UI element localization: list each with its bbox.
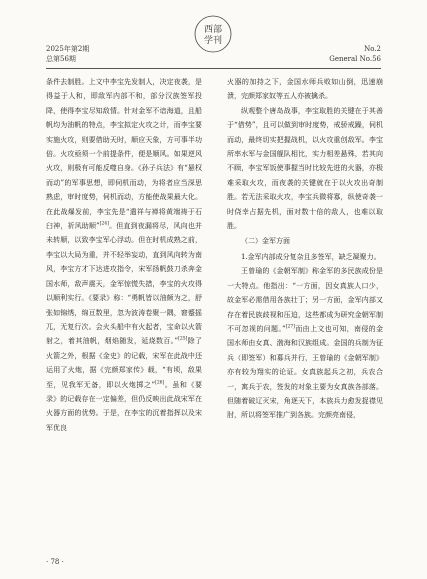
general-number-en: General No.56 bbox=[329, 55, 381, 63]
body-paragraph: 火器的加持之下，金国水师兵败如山倒，迅速崩溃，完颜郑家奴等五人亦被擒杀。 bbox=[227, 78, 383, 101]
citation-26: [26] bbox=[155, 380, 165, 386]
journal-logo bbox=[193, 14, 233, 54]
citation-25: [25] bbox=[178, 336, 188, 342]
left-text-column bbox=[46, 75, 202, 535]
issue-number-en: No.2 bbox=[364, 45, 381, 53]
body-paragraph: 王曾瑜的《金朝军制》称金军的多民族成份是一大特点。他指出：“一方面，因女真族人口少，故金军必需借用各族壮丁；另一方面，金军内部又存在着民族歧视和压迫，这些都成为研究金朝军制不可忽视的问题。”[27]而由上文也可知，南侵的金国水师由女真、渤海和汉族组成。金国的兵制为征兵（即签军）和募兵并行，王曾瑜的《金朝军制》亦有较为翔实的论证。女真族起兵之初，兵农合一，寓兵于农，签发的对象主要为女真族各部落。但随着破辽灭宋，角逐天下，本族兵力愈发捉襟见肘，所以将签军推广到各族。完颜亮南侵， bbox=[227, 267, 383, 420]
body-paragraph: 条件去制胜。上文中李宝先发制人，决定夜袭，是得益于人和，即敌军内部不和，部分汉族签军投降，使得李宝尽知敌情。针对金军不谙海道，且船帆均为油帆的特点，李宝拟定火攻之计，而李宝要实施火攻，则要借助天时，顺应天象，方可事半功倍。火攻亟须一个前提条件，便是顺风。如果逆风火攻，则极有可能反噬自身。《孙子兵法》有“悬权而动”的军事思想，即伺机而动，为将者应当深思熟虑，审时度势，伺机而动，方能使战果最大化。在此战爆发前，李宝先是“遣祥与禅将黄端祷于石臼神，祈风助顺”[24]。但直到夜漏将尽，风向也并未转顺，以致李宝军心浮动。但在时机成熟之前，李宝以大局为重，并不轻举妄动，直到风向转为南风，李宝方才下达进攻指令，宋军扬帆鼓刀杀奔金国水师，敌声震天，金军惊慌失措，李宝的火攻得以顺利实行。《要录》称：“勇帆皆以油颇为之，舒张如锦绣，绵亘数里，忽为波涛卷聚一隅，窘蹙摇兀，无复行次。会火头船中有火起者，宝命以火箭射之，着其油帆，烟焰随发，延烧数百。”[25]除了火箭之外，根据《金史》的记载，宋军在此战中还运用了火炮，据《完颜郑家传》载，“有顷，敌果至，见我军无备，即以火炮掷之”[26]。虽和《要录》的记载存在一定偏差，但仍反映出此战宋军在火器方面的优势。于是，在李宝的沉着指挥以及宋军优良 bbox=[46, 78, 202, 432]
citation-24: [24] bbox=[99, 221, 109, 227]
journal-logo-icon bbox=[193, 14, 233, 54]
journal-issue: 2025年第2期 bbox=[46, 45, 90, 53]
section-heading: （二）金军方面 bbox=[241, 237, 290, 246]
page-number: · 78 · bbox=[46, 558, 64, 566]
right-text-column bbox=[227, 75, 383, 535]
citation-27: [27] bbox=[285, 324, 295, 330]
body-paragraph: 纵观整个唐岛战事，李宝取胜的关键在于其善于“借势”，且可以做到审时度势，戒骄戒躁，伺机而动，最终切实把握战机，以火攻重创敌军。李宝所率水军与金国舰队相比，实力相差悬殊，若其向不顾，李宝军饭使事握当时比较先进的火器，亦极难采取火攻，而夜袭的关键就在于以火攻出奇制胜。若无法采取火攻，李宝兵微将寡，纵使奇袭一时侥幸占据先机，面对数十倍的敌人，也难以取胜。 bbox=[227, 106, 383, 231]
issue-en-header bbox=[329, 44, 381, 64]
journal-issue-header bbox=[46, 44, 89, 64]
svg-text:西部: 西部 bbox=[203, 25, 223, 35]
journal-total-issue: 总第56期 bbox=[46, 55, 76, 63]
subsection-point: 1.金军内部成分复杂且多签军，缺乏凝聚力。 bbox=[241, 252, 381, 261]
header-divider bbox=[46, 68, 381, 69]
svg-text:学刊: 学刊 bbox=[203, 36, 223, 46]
